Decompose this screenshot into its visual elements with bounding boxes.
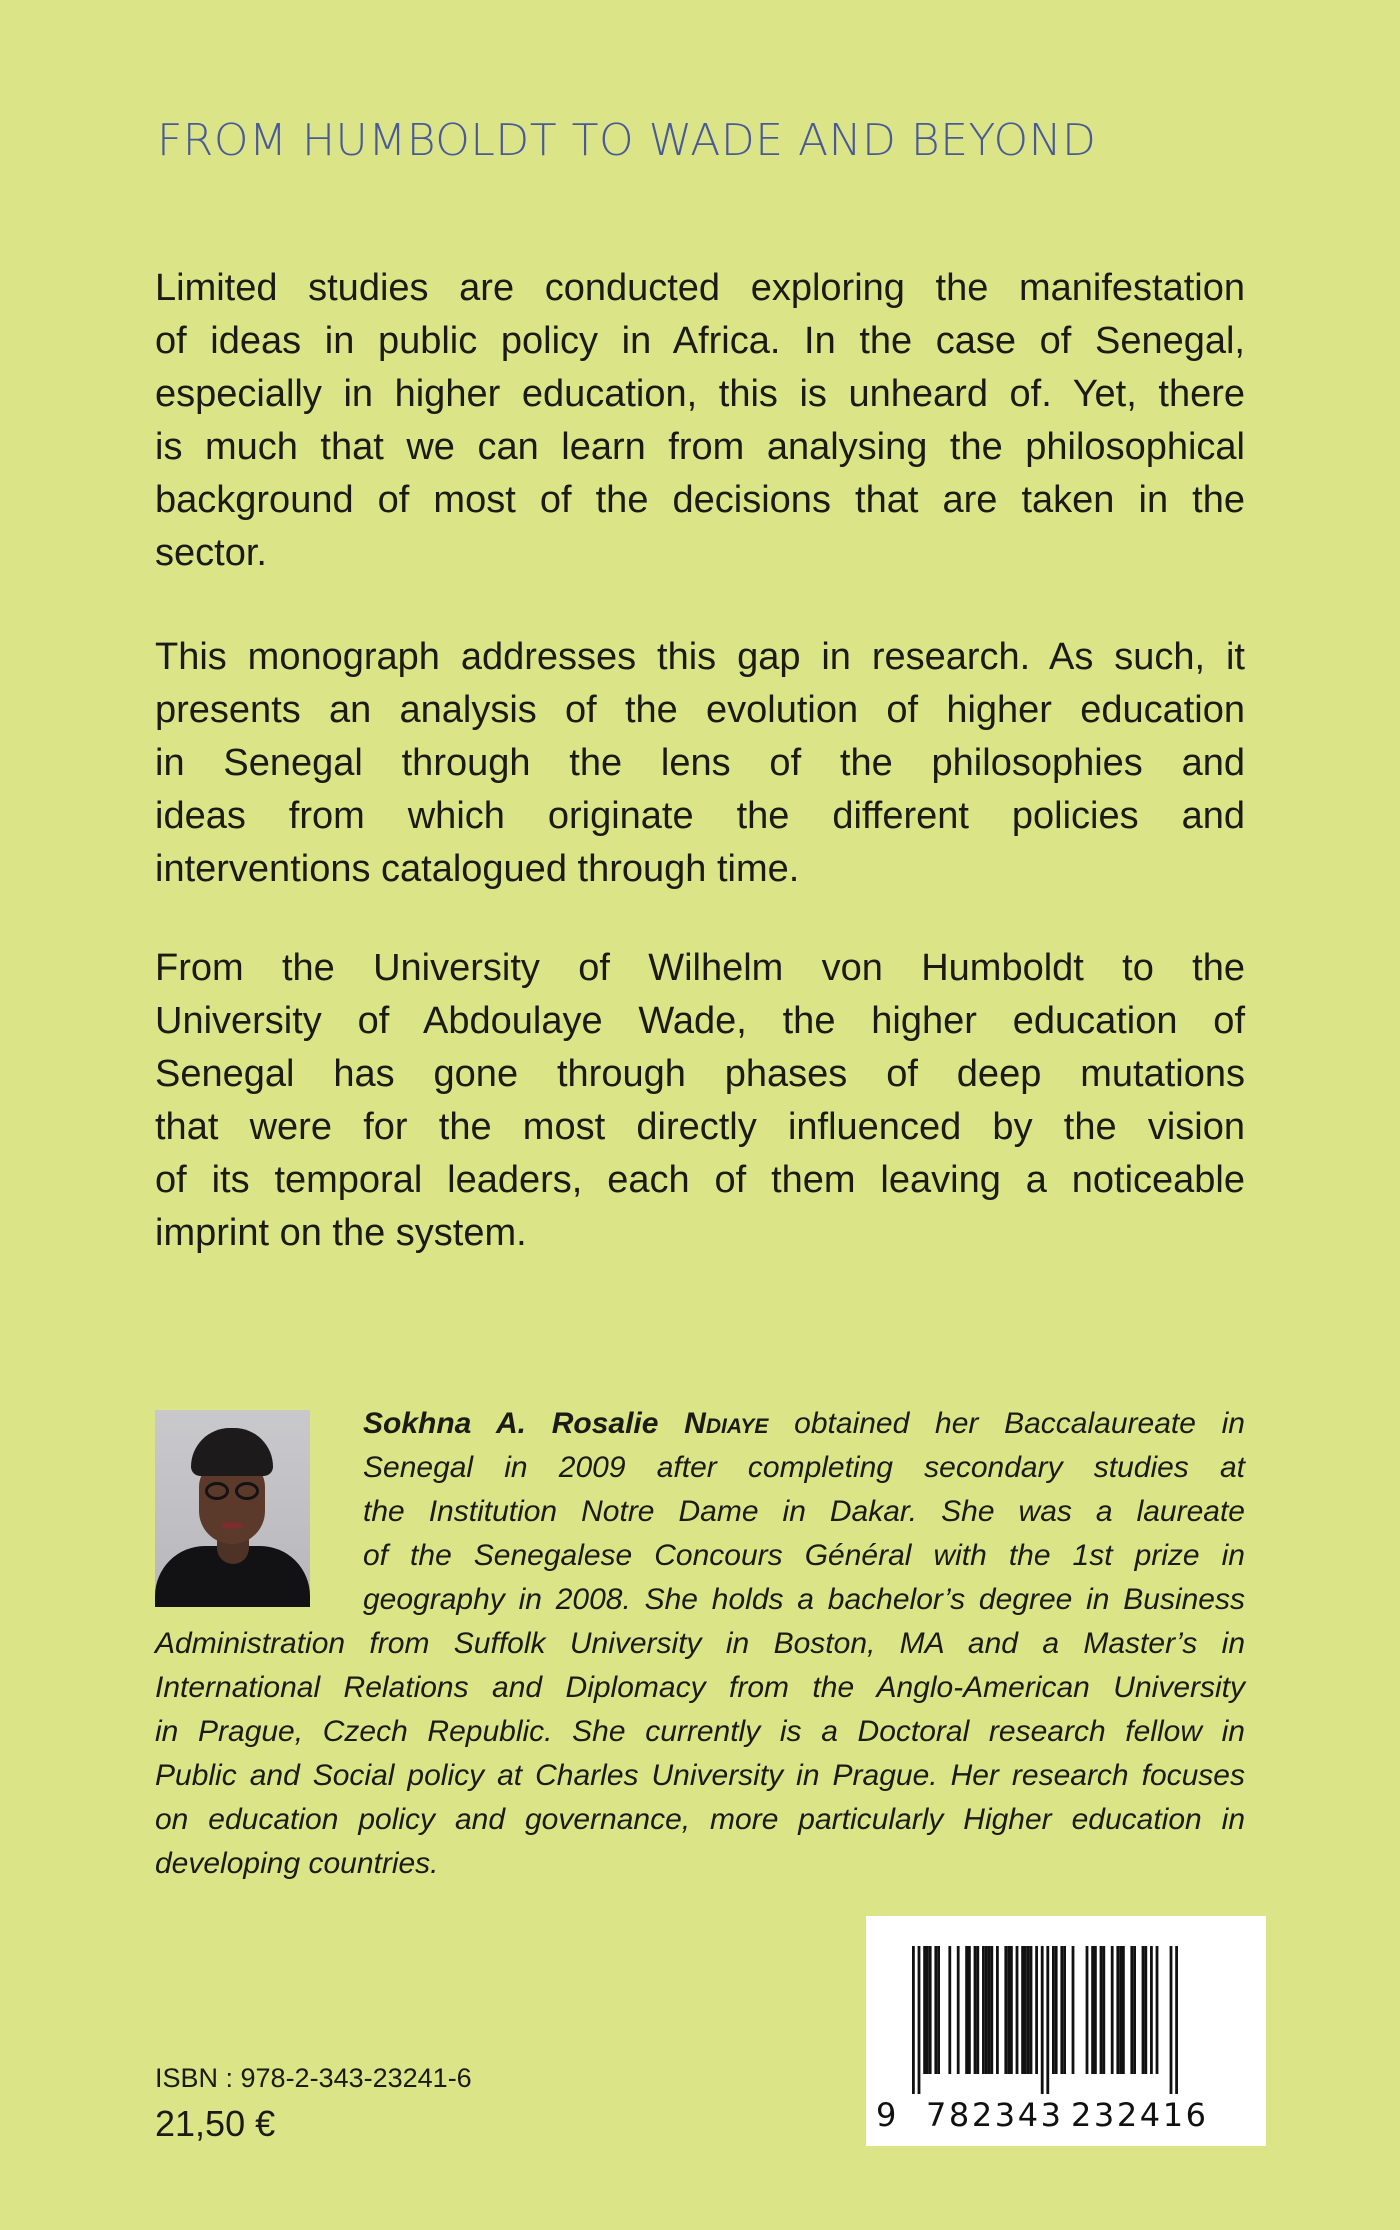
text-line: of its temporal leaders, each of them leaving a noticeable	[155, 1159, 1245, 1201]
text-line: From the University of Wilhelm von Humboldt to the	[155, 947, 1245, 989]
author-name: Sokhna A. Rosalie Ndiaye	[363, 1407, 769, 1440]
barcode-icon	[866, 1916, 1266, 2146]
barcode	[866, 1916, 1266, 2146]
bio-line: of the Senegalese Concours Général with the 1st prize in	[363, 1539, 1245, 1572]
text-line: that were for the most directly influenced by the vision	[155, 1106, 1245, 1148]
isbn-label: ISBN : 978-2-343-23241-6	[155, 2063, 472, 2093]
bio-line: in Prague, Czech Republic. She currently is a Doctoral research fellow in	[155, 1715, 1245, 1748]
blurb-paragraph-1	[155, 262, 1245, 580]
price-label: 21,50 €	[155, 2103, 276, 2144]
book-title: FROM HUMBOLDT TO WADE AND BEYOND	[157, 115, 1097, 166]
bio-line: Sokhna A. Rosalie Ndiaye obtained her Baccalaureate in	[363, 1407, 1245, 1440]
text-line: University of Abdoulaye Wade, the higher education of	[155, 1000, 1245, 1042]
text-line: is much that we can learn from analysing the philosophical	[155, 426, 1245, 468]
bio-line: International Relations and Diplomacy from the Anglo-American University	[155, 1671, 1245, 1704]
bio-line: the Institution Notre Dame in Dakar. She was a laureate	[363, 1495, 1245, 1528]
barcode-right-digits: 232416	[1071, 2096, 1206, 2134]
bio-line: Public and Social policy at Charles University in Prague. Her research focuses	[155, 1759, 1245, 1792]
text-line: interventions catalogued through time.	[155, 848, 800, 890]
text-line: ideas from which originate the different policies and	[155, 795, 1245, 837]
barcode-first-digit: 9	[876, 2096, 897, 2134]
text-line: of ideas in public policy in Africa. In the case of Senegal,	[155, 320, 1245, 362]
blurb-paragraph-2	[155, 631, 1245, 896]
text-line: background of most of the decisions that are taken in the	[155, 479, 1245, 521]
text-line: especially in higher education, this is unheard of. Yet, there	[155, 373, 1245, 415]
bio-line: Administration from Suffolk University in Boston, MA and a Master’s in	[155, 1627, 1245, 1660]
text-line: Limited studies are conducted exploring the manifestation	[155, 267, 1245, 309]
bio-line: Senegal in 2009 after completing secondary studies at	[363, 1451, 1245, 1484]
text-line: This monograph addresses this gap in research. As such, it	[155, 636, 1245, 678]
author-bio	[155, 1402, 1245, 1886]
blurb-paragraph-3	[155, 942, 1245, 1260]
barcode-left-digits: 782343	[926, 2096, 1061, 2134]
text-line: sector.	[155, 532, 267, 574]
text-line: Senegal has gone through phases of deep mutations	[155, 1053, 1245, 1095]
text-line: imprint on the system.	[155, 1212, 527, 1254]
bio-line: developing countries.	[155, 1847, 439, 1880]
text-line: in Senegal through the lens of the philosophies and	[155, 742, 1245, 784]
bio-line: geography in 2008. She holds a bachelor’s degree in Business	[363, 1583, 1245, 1616]
bio-line: on education policy and governance, more particularly Higher education in	[155, 1803, 1245, 1836]
text-line: presents an analysis of the evolution of higher education	[155, 689, 1245, 731]
